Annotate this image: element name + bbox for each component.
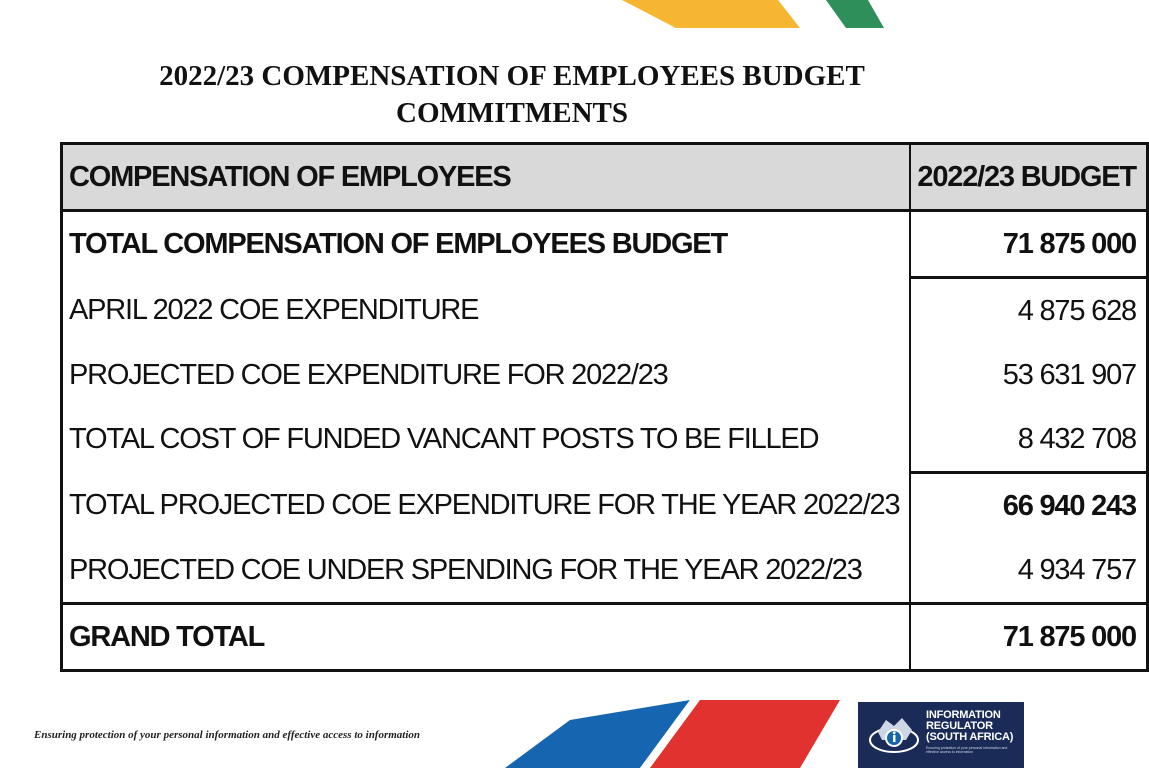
table-header-row: [62, 144, 1148, 211]
top-green-stripe: [826, 0, 884, 28]
row-label: TOTAL PROJECTED COE EXPENDITURE FOR THE YEAR 2022/23: [62, 473, 911, 539]
column-header-budget: 2022/23 BUDGET: [910, 144, 1147, 211]
title-line-1: 2022/23 COMPENSATION OF EMPLOYEES BUDGET: [159, 60, 865, 92]
table-row: [62, 211, 1148, 278]
row-label: PROJECTED COE EXPENDITURE FOR 2022/23: [62, 343, 911, 407]
row-value: 4 934 757: [910, 538, 1147, 604]
table-row: [62, 407, 1148, 473]
regulator-emblem-icon: [868, 710, 920, 760]
row-label: TOTAL COST OF FUNDED VANCANT POSTS TO BE FILLED: [62, 407, 911, 473]
logo-small-print: Ensuring protection of your personal information and effective access to information: [926, 746, 1008, 754]
row-label: TOTAL COMPENSATION OF EMPLOYEES BUDGET: [62, 211, 911, 278]
table-row: [62, 343, 1148, 407]
title-line-2: COMMITMENTS: [396, 97, 628, 129]
logo-line-1: INFORMATION: [926, 709, 1001, 721]
logo-wordmark: [926, 710, 1013, 743]
logo-line-2: REGULATOR: [926, 720, 993, 732]
row-label: PROJECTED COE UNDER SPENDING FOR THE YEAR 2022/23: [62, 538, 911, 604]
table-row: [62, 473, 1148, 539]
row-value: 53 631 907: [910, 343, 1147, 407]
top-yellow-stripe: [622, 0, 800, 28]
row-value: 8 432 708: [910, 407, 1147, 473]
budget-table: [60, 142, 1149, 672]
row-label: APRIL 2022 COE EXPENDITURE: [62, 278, 911, 344]
grand-total-row: [62, 604, 1148, 671]
footer-tagline: Ensuring protection of your personal information and effective access to information: [34, 729, 421, 741]
grand-total-label: GRAND TOTAL: [62, 604, 911, 671]
grand-total-value: 71 875 000: [910, 604, 1147, 671]
logo-line-3: (SOUTH AFRICA): [926, 731, 1014, 743]
table-row: [62, 538, 1148, 604]
row-value: 66 940 243: [910, 473, 1147, 539]
column-header-compensation: COMPENSATION OF EMPLOYEES: [62, 144, 911, 211]
row-value: 71 875 000: [910, 211, 1147, 278]
page-title: [60, 58, 964, 132]
table-row: [62, 278, 1148, 344]
row-value: 4 875 628: [910, 278, 1147, 344]
information-regulator-logo: [858, 702, 1024, 768]
